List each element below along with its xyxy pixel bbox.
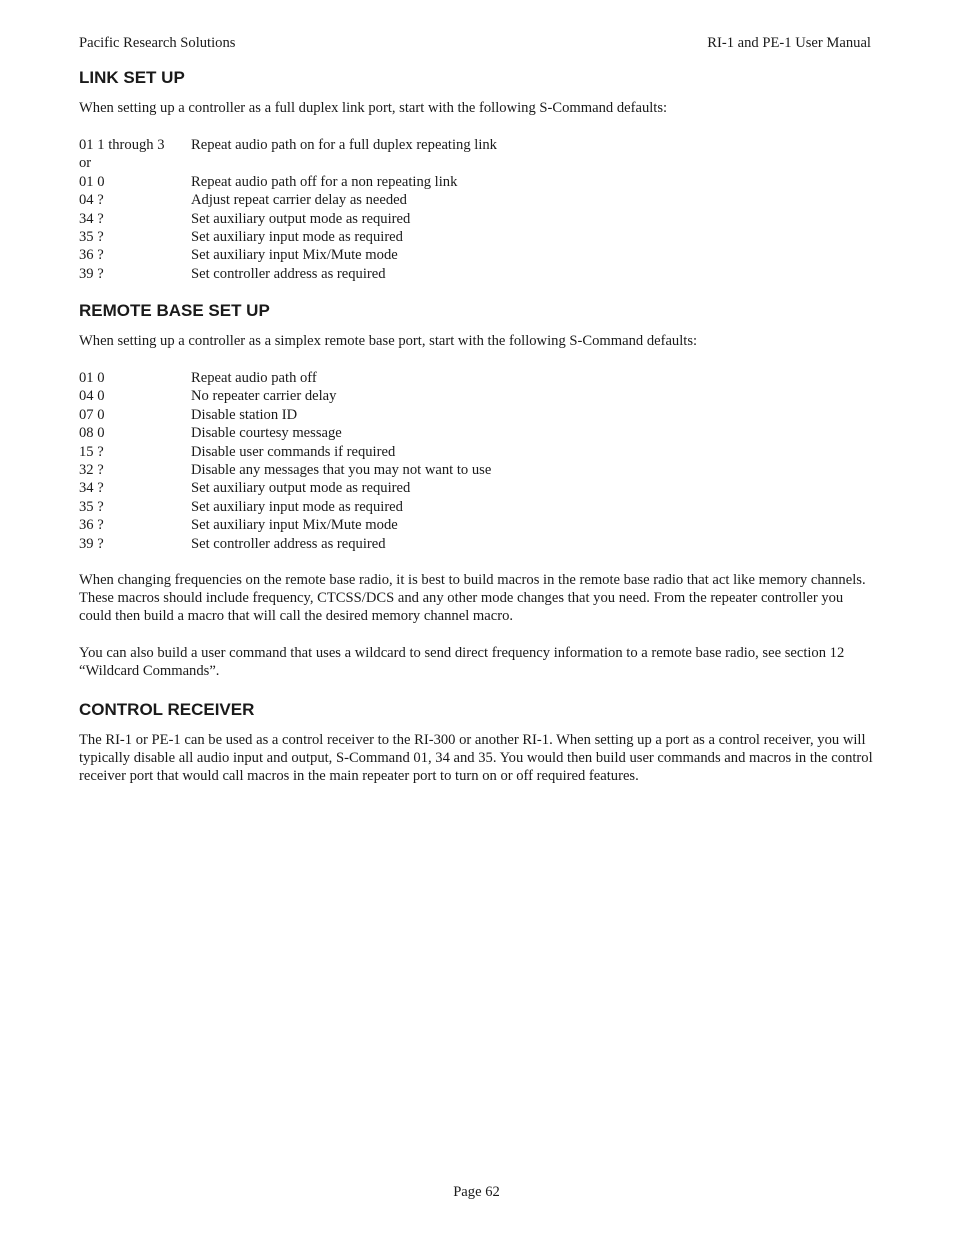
- command-description: Set auxiliary input mode as required: [191, 228, 403, 245]
- command-description: Set auxiliary input Mix/Mute mode: [191, 247, 398, 264]
- command-code: 39 ?: [79, 265, 104, 282]
- command-description: Disable courtesy message: [191, 425, 342, 442]
- command-description: Set controller address as required: [191, 535, 386, 552]
- link-setup-intro: When setting up a controller as a full duplex link port, start with the following S-Command defaults:: [79, 100, 668, 116]
- page-number: Page 62: [453, 1184, 500, 1200]
- command-description: Disable user commands if required: [191, 443, 396, 460]
- command-row: [79, 136, 879, 154]
- link-setup-heading: LINK SET UP: [79, 68, 185, 87]
- control-receiver-paragraph: The RI-1 or PE-1 can be used as a control receiver to the RI-300 or another RI-1. When setting up a port as a control receiver, you will typically disable all audio input and output, S-Command 01, 34 and 35. You would then build user commands and macros in the control receiver port that would call macros in the main repeater port to turn on or off required features.: [79, 732, 873, 785]
- command-row: [79, 191, 879, 209]
- command-code: 32 ?: [79, 461, 104, 478]
- command-code: 01 1 through 3: [79, 137, 165, 153]
- command-row: [79, 443, 879, 461]
- command-row: [79, 461, 879, 479]
- command-row: [79, 479, 879, 497]
- command-description: Repeat audio path on for a full duplex repeating link: [191, 137, 497, 153]
- command-code: 36 ?: [79, 247, 104, 264]
- command-code: 35 ?: [79, 228, 104, 245]
- command-description: Set auxiliary output mode as required: [191, 210, 411, 227]
- command-code: 34 ?: [79, 210, 104, 227]
- command-row: [79, 154, 879, 172]
- command-description: Adjust repeat carrier delay as needed: [191, 192, 407, 209]
- command-code: 15 ?: [79, 443, 104, 460]
- command-code: 04 ?: [79, 192, 104, 209]
- command-code: 01 0: [79, 370, 105, 386]
- command-description: Repeat audio path off for a non repeating link: [191, 173, 458, 190]
- command-description: No repeater carrier delay: [191, 388, 337, 405]
- command-row: [79, 406, 879, 424]
- command-description: Set auxiliary input mode as required: [191, 498, 403, 515]
- command-code: 01 0: [79, 173, 105, 190]
- command-code: 07 0: [79, 406, 105, 423]
- document-page: [79, 0, 879, 1235]
- command-code: 34 ?: [79, 480, 104, 497]
- command-code: 36 ?: [79, 517, 104, 534]
- command-row: [79, 516, 879, 534]
- command-code: 04 0: [79, 388, 105, 405]
- command-description: Repeat audio path off: [191, 370, 317, 386]
- command-description: Set auxiliary input Mix/Mute mode: [191, 517, 398, 534]
- header-company: Pacific Research Solutions: [79, 35, 236, 51]
- remote-base-paragraph-wildcard: You can also build a user command that uses a wildcard to send direct frequency information to a remote base radio, see section 12 “Wildcard Commands”.: [79, 645, 845, 680]
- command-code: 35 ?: [79, 498, 104, 515]
- remote-base-intro: When setting up a controller as a simplex remote base port, start with the following S-Command defaults:: [79, 333, 698, 349]
- command-code: or: [79, 155, 92, 172]
- command-description: Set auxiliary output mode as required: [191, 480, 411, 497]
- command-row: [79, 228, 879, 246]
- command-row: [79, 173, 879, 191]
- command-row: [79, 369, 879, 387]
- command-code: 08 0: [79, 425, 105, 442]
- command-row: [79, 498, 879, 516]
- remote-base-heading: REMOTE BASE SET UP: [79, 301, 270, 320]
- command-row: [79, 265, 879, 283]
- header-manual-title: RI-1 and PE-1 User Manual: [707, 35, 871, 51]
- command-description: Disable any messages that you may not want to use: [191, 461, 492, 478]
- link-command-list: [79, 136, 879, 283]
- command-description: Set controller address as required: [191, 265, 386, 282]
- remote-base-command-list: [79, 369, 879, 553]
- command-row: [79, 387, 879, 405]
- command-row: [79, 210, 879, 228]
- command-row: [79, 535, 879, 553]
- command-code: 39 ?: [79, 535, 104, 552]
- command-description: Disable station ID: [191, 406, 298, 423]
- command-row: [79, 246, 879, 264]
- remote-base-paragraph-macros: When changing frequencies on the remote base radio, it is best to build macros in the remote base radio that act like memory channels. These macros should include frequency, CTCSS/DCS and any other mode changes that you need. From the repeater controller you could then build a macro that will call the desired memory channel macro.: [79, 572, 866, 625]
- command-row: [79, 424, 879, 442]
- control-receiver-heading: CONTROL RECEIVER: [79, 700, 255, 719]
